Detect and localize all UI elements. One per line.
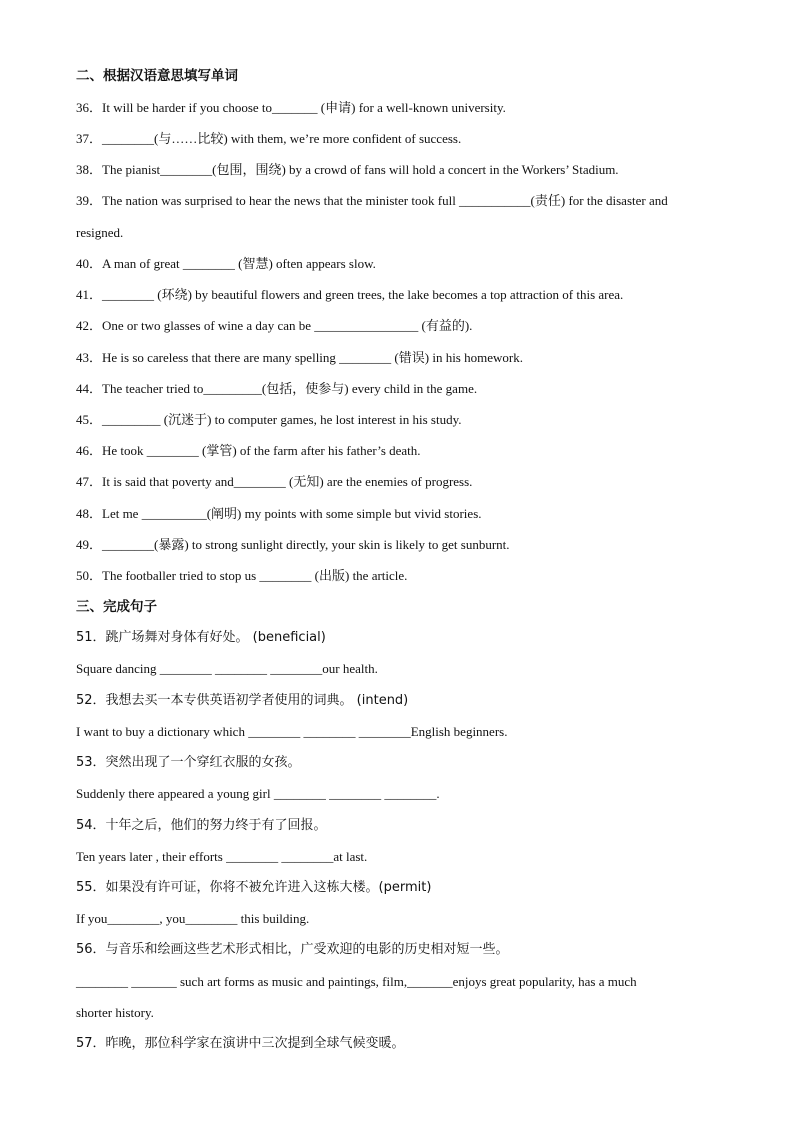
question-39: 39．The nation was surprised to hear the news that the minister took full ___________(责任) for the disaster and [76,193,668,208]
question-55-prompt: 55．如果没有许可证，你将不被允许进入这栋大楼。(permit) [76,880,432,895]
question-41: 41．________ (环绕) by beautiful flowers and green trees, the lake becomes a top attraction of this area. [76,287,624,302]
question-55-sentence: If you________, you________ this building. [76,911,310,926]
question-48: 48．Let me __________(阐明) my points with some simple but vivid stories. [76,506,482,521]
question-53-sentence: Suddenly there appeared a young girl ________ ________ ________. [76,786,440,801]
question-46: 46．He took ________ (掌管) of the farm after his father’s death. [76,443,421,458]
question-47: 47．It is said that poverty and________ (无知) are the enemies of progress. [76,474,473,489]
question-45: 45．_________ (沉迷于) to computer games, he lost interest in his study. [76,412,462,427]
section-3-heading: 三、完成句子 [76,599,157,615]
question-54-sentence: Ten years later , their efforts ________ ________at last. [76,849,368,864]
question-44: 44．The teacher tried to_________(包括，使参与) every child in the game. [76,381,478,396]
question-57-prompt: 57．昨晚，那位科学家在演讲中三次提到全球气候变暖。 [76,1036,405,1051]
question-52-sentence: I want to buy a dictionary which ________ ________ ________English beginners. [76,724,508,739]
question-43: 43．He is so careless that there are many spelling ________ (错误) in his homework. [76,350,523,365]
question-56-continued: shorter history. [76,1005,154,1020]
question-38: 38．The pianist________(包围，围绕) by a crowd of fans will hold a concert in the Workers’ Stadium. [76,162,619,177]
question-36: 36．It will be harder if you choose to_______ (申请) for a well-known university. [76,100,506,115]
question-51-sentence: Square dancing ________ ________ ________our health. [76,661,378,676]
question-51-prompt: 51．跳广场舞对身体有好处。 (beneficial) [76,630,326,645]
question-54-prompt: 54．十年之后，他们的努力终于有了回报。 [76,818,327,833]
question-39-continued: resigned. [76,225,124,240]
question-50: 50．The footballer tried to stop us ________ (出版) the article. [76,568,408,583]
question-56-sentence: ________ _______ such art forms as music and paintings, film,_______enjoys great popularity, has a much [76,974,637,989]
question-42: 42．One or two glasses of wine a day can be ________________ (有益的). [76,318,473,333]
question-49: 49．________(暴露) to strong sunlight directly, your skin is likely to get sunburnt. [76,537,510,552]
question-52-prompt: 52．我想去买一本专供英语初学者使用的词典。 (intend) [76,693,409,708]
question-56-prompt: 56．与音乐和绘画这些艺术形式相比，广受欢迎的电影的历史相对短一些。 [76,942,509,957]
question-40: 40．A man of great ________ (智慧) often appears slow. [76,256,376,271]
section-2-heading: 二、根据汉语意思填写单词 [76,68,238,84]
question-37: 37．________(与……比较) with them, we’re more confident of success. [76,131,462,146]
question-53-prompt: 53．突然出现了一个穿红衣服的女孩。 [76,755,301,770]
